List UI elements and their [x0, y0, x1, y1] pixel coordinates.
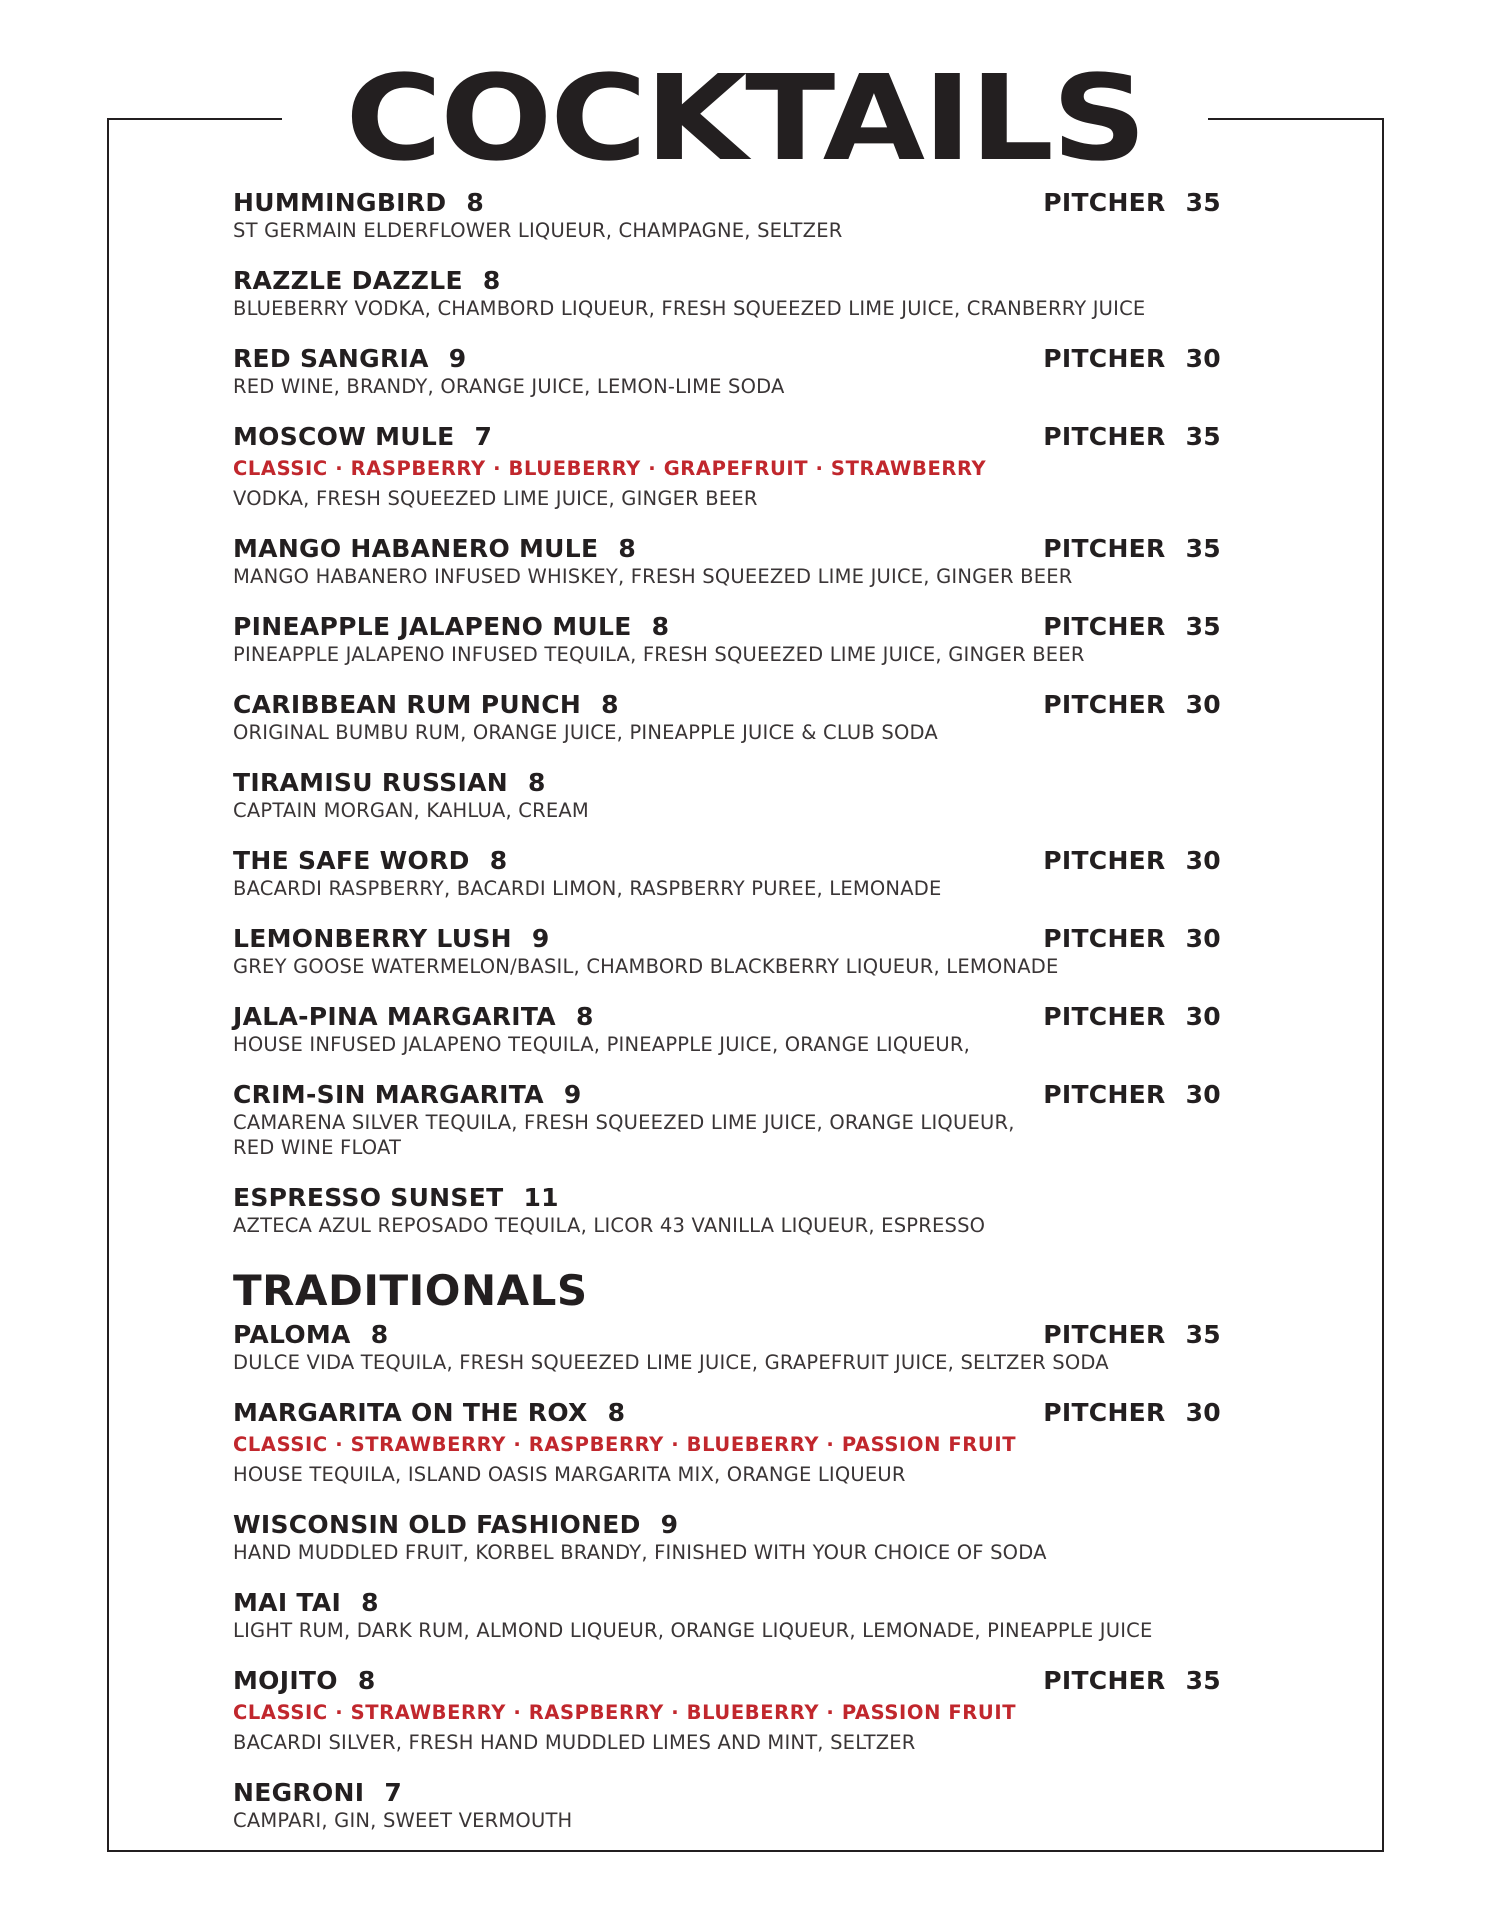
item-price: 7	[384, 1778, 403, 1807]
page-title: COCKTAILS	[345, 49, 1145, 187]
item-header	[233, 1588, 1293, 1618]
item-description: VODKA, FRESH SQUEEZED LIME JUICE, GINGER BEER	[233, 487, 758, 510]
item-header	[233, 266, 1293, 296]
pitcher-label: PITCHER	[1043, 344, 1166, 373]
menu-item	[233, 1002, 1293, 1057]
menu-item	[233, 846, 1293, 901]
menu-item	[233, 1080, 1293, 1160]
pitcher-label: PITCHER	[1043, 534, 1166, 563]
item-price: 8	[607, 1398, 626, 1427]
item-description: HAND MUDDLED FRUIT, KORBEL BRANDY, FINISHED WITH YOUR CHOICE OF SODA	[233, 1541, 1047, 1564]
item-name: PINEAPPLE JALAPENO MULE	[233, 612, 632, 641]
pitcher-value: 35	[1185, 612, 1221, 641]
item-price: 8	[651, 612, 670, 641]
item-price: 8	[466, 188, 485, 217]
pitcher-price	[1043, 344, 1221, 374]
item-header	[233, 1778, 1293, 1808]
item-description: BACARDI RASPBERRY, BACARDI LIMON, RASPBERRY PUREE, LEMONADE	[233, 877, 942, 900]
item-header	[233, 1002, 1293, 1032]
item-price: 8	[575, 1002, 594, 1031]
item-name: JALA-PINA MARGARITA	[233, 1002, 556, 1031]
menu-item	[233, 1778, 1293, 1833]
item-flavors: CLASSIC · STRAWBERRY · RASPBERRY · BLUEBERRY · PASSION FRUIT	[233, 1701, 1017, 1724]
item-name: RED SANGRIA	[233, 344, 429, 373]
item-name: MARGARITA ON THE ROX	[233, 1398, 588, 1427]
item-price: 11	[523, 1183, 559, 1212]
pitcher-label: PITCHER	[1043, 846, 1166, 875]
pitcher-price	[1043, 1666, 1221, 1696]
pitcher-value: 30	[1185, 1398, 1221, 1427]
item-header	[233, 534, 1293, 564]
pitcher-price	[1043, 1080, 1221, 1110]
menu-item	[233, 612, 1293, 667]
item-price: 7	[474, 422, 493, 451]
item-price: 9	[448, 344, 467, 373]
pitcher-price	[1043, 690, 1221, 720]
item-name: MOSCOW MULE	[233, 422, 455, 451]
item-name: ESPRESSO SUNSET	[233, 1183, 504, 1212]
menu-item	[233, 1320, 1293, 1375]
menu-item	[233, 344, 1293, 399]
item-header	[233, 1080, 1293, 1110]
pitcher-value: 35	[1185, 188, 1221, 217]
menu-item	[233, 924, 1293, 979]
pitcher-price	[1043, 422, 1221, 452]
item-description: CAMPARI, GIN, SWEET VERMOUTH	[233, 1809, 573, 1832]
pitcher-price	[1043, 846, 1221, 876]
item-description: PINEAPPLE JALAPENO INFUSED TEQUILA, FRESH SQUEEZED LIME JUICE, GINGER BEER	[233, 643, 1085, 666]
item-price: 9	[563, 1080, 582, 1109]
item-name: THE SAFE WORD	[233, 846, 470, 875]
menu-item	[233, 422, 1293, 511]
item-header	[233, 690, 1293, 720]
pitcher-price	[1043, 534, 1221, 564]
pitcher-label: PITCHER	[1043, 1666, 1166, 1695]
item-description: BLUEBERRY VODKA, CHAMBORD LIQUEUR, FRESH SQUEEZED LIME JUICE, CRANBERRY JUICE	[233, 297, 1146, 320]
menu-item	[233, 1398, 1293, 1487]
menu-item	[233, 188, 1293, 243]
pitcher-label: PITCHER	[1043, 924, 1166, 953]
menu-item	[233, 768, 1293, 823]
pitcher-label: PITCHER	[1043, 1002, 1166, 1031]
item-price: 8	[601, 690, 619, 719]
item-header	[233, 1510, 1293, 1540]
item-name: MOJITO	[233, 1666, 338, 1695]
item-description: AZTECA AZUL REPOSADO TEQUILA, LICOR 43 VANILLA LIQUEUR, ESPRESSO	[233, 1214, 986, 1237]
item-name: WISCONSIN OLD FASHIONED	[233, 1510, 641, 1539]
item-header	[233, 188, 1293, 218]
item-price: 9	[531, 924, 550, 953]
section-heading: TRADITIONALS	[233, 1266, 588, 1315]
pitcher-value: 30	[1185, 1002, 1221, 1031]
pitcher-price	[1043, 1320, 1221, 1350]
item-description: CAPTAIN MORGAN, KAHLUA, CREAM	[233, 799, 589, 822]
item-name: MAI TAI	[233, 1588, 342, 1617]
pitcher-label: PITCHER	[1043, 690, 1166, 719]
item-header	[233, 1183, 1293, 1213]
item-name: LEMONBERRY LUSH	[233, 924, 512, 953]
traditionals-section	[233, 1266, 1293, 1833]
item-price: 8	[361, 1588, 379, 1617]
item-name: CRIM-SIN MARGARITA	[233, 1080, 544, 1109]
item-description: ORIGINAL BUMBU RUM, ORANGE JUICE, PINEAPPLE JUICE & CLUB SODA	[233, 721, 938, 744]
pitcher-price	[1043, 188, 1221, 218]
pitcher-label: PITCHER	[1043, 1080, 1166, 1109]
pitcher-value: 35	[1185, 1320, 1221, 1349]
pitcher-price	[1043, 612, 1221, 642]
cocktails-section	[233, 188, 1293, 1238]
item-header	[233, 422, 1293, 452]
item-name: RAZZLE DAZZLE	[233, 266, 463, 295]
item-description: CAMARENA SILVER TEQUILA, FRESH SQUEEZED LIME JUICE, ORANGE LIQUEUR,	[233, 1111, 1015, 1134]
item-name: TIRAMISU RUSSIAN	[233, 768, 508, 797]
pitcher-label: PITCHER	[1043, 188, 1166, 217]
menu-item	[233, 1666, 1293, 1755]
item-header	[233, 1666, 1293, 1696]
item-description: BACARDI SILVER, FRESH HAND MUDDLED LIMES AND MINT, SELTZER	[233, 1731, 916, 1754]
pitcher-value: 30	[1185, 690, 1221, 719]
item-price: 8	[370, 1320, 389, 1349]
menu-item	[233, 1183, 1293, 1238]
item-description: LIGHT RUM, DARK RUM, ALMOND LIQUEUR, ORANGE LIQUEUR, LEMONADE, PINEAPPLE JUICE	[233, 1619, 1153, 1642]
item-description: HOUSE TEQUILA, ISLAND OASIS MARGARITA MIX, ORANGE LIQUEUR	[233, 1463, 906, 1486]
pitcher-label: PITCHER	[1043, 1398, 1166, 1427]
item-description: ST GERMAIN ELDERFLOWER LIQUEUR, CHAMPAGNE, SELTZER	[233, 219, 843, 242]
pitcher-value: 35	[1185, 422, 1221, 451]
item-price: 8	[489, 846, 508, 875]
item-description: MANGO HABANERO INFUSED WHISKEY, FRESH SQUEEZED LIME JUICE, GINGER BEER	[233, 565, 1073, 588]
item-description: RED WINE FLOAT	[233, 1136, 402, 1159]
pitcher-label: PITCHER	[1043, 612, 1166, 641]
menu-item	[233, 534, 1293, 589]
item-header	[233, 768, 1293, 798]
item-price: 8	[527, 768, 546, 797]
item-description: HOUSE INFUSED JALAPENO TEQUILA, PINEAPPLE JUICE, ORANGE LIQUEUR,	[233, 1033, 970, 1056]
item-description: DULCE VIDA TEQUILA, FRESH SQUEEZED LIME JUICE, GRAPEFRUIT JUICE, SELTZER SODA	[233, 1351, 1109, 1374]
item-description: GREY GOOSE WATERMELON/BASIL, CHAMBORD BLACKBERRY LIQUEUR, LEMONADE	[233, 955, 1059, 978]
item-price: 8	[482, 266, 501, 295]
pitcher-price	[1043, 924, 1221, 954]
item-name: MANGO HABANERO MULE	[233, 534, 599, 563]
pitcher-value: 30	[1185, 846, 1221, 875]
pitcher-value: 35	[1185, 1666, 1221, 1695]
item-price: 8	[618, 534, 637, 563]
pitcher-label: PITCHER	[1043, 422, 1166, 451]
item-price: 9	[660, 1510, 679, 1539]
item-header	[233, 1398, 1293, 1428]
pitcher-value: 30	[1185, 344, 1221, 373]
menu-content	[233, 188, 1293, 1856]
item-header	[233, 924, 1293, 954]
pitcher-value: 30	[1185, 924, 1221, 953]
item-name: CARIBBEAN RUM PUNCH	[233, 690, 582, 719]
menu-item	[233, 690, 1293, 745]
item-header	[233, 846, 1293, 876]
item-header	[233, 612, 1293, 642]
item-header	[233, 344, 1293, 374]
item-flavors: CLASSIC · RASPBERRY · BLUEBERRY · GRAPEFRUIT · STRAWBERRY	[233, 457, 987, 480]
item-header	[233, 1320, 1293, 1350]
pitcher-label: PITCHER	[1043, 1320, 1166, 1349]
pitcher-value: 30	[1185, 1080, 1221, 1109]
pitcher-price	[1043, 1398, 1221, 1428]
item-name: HUMMINGBIRD	[233, 188, 447, 217]
item-flavors: CLASSIC · STRAWBERRY · RASPBERRY · BLUEBERRY · PASSION FRUIT	[233, 1433, 1017, 1456]
pitcher-value: 35	[1185, 534, 1221, 563]
pitcher-price	[1043, 1002, 1221, 1032]
item-description: RED WINE, BRANDY, ORANGE JUICE, LEMON-LIME SODA	[233, 375, 785, 398]
item-price: 8	[357, 1666, 376, 1695]
menu-item	[233, 1510, 1293, 1565]
item-name: PALOMA	[233, 1320, 351, 1349]
menu-item	[233, 1588, 1293, 1643]
item-name: NEGRONI	[233, 1778, 365, 1807]
menu-item	[233, 266, 1293, 321]
